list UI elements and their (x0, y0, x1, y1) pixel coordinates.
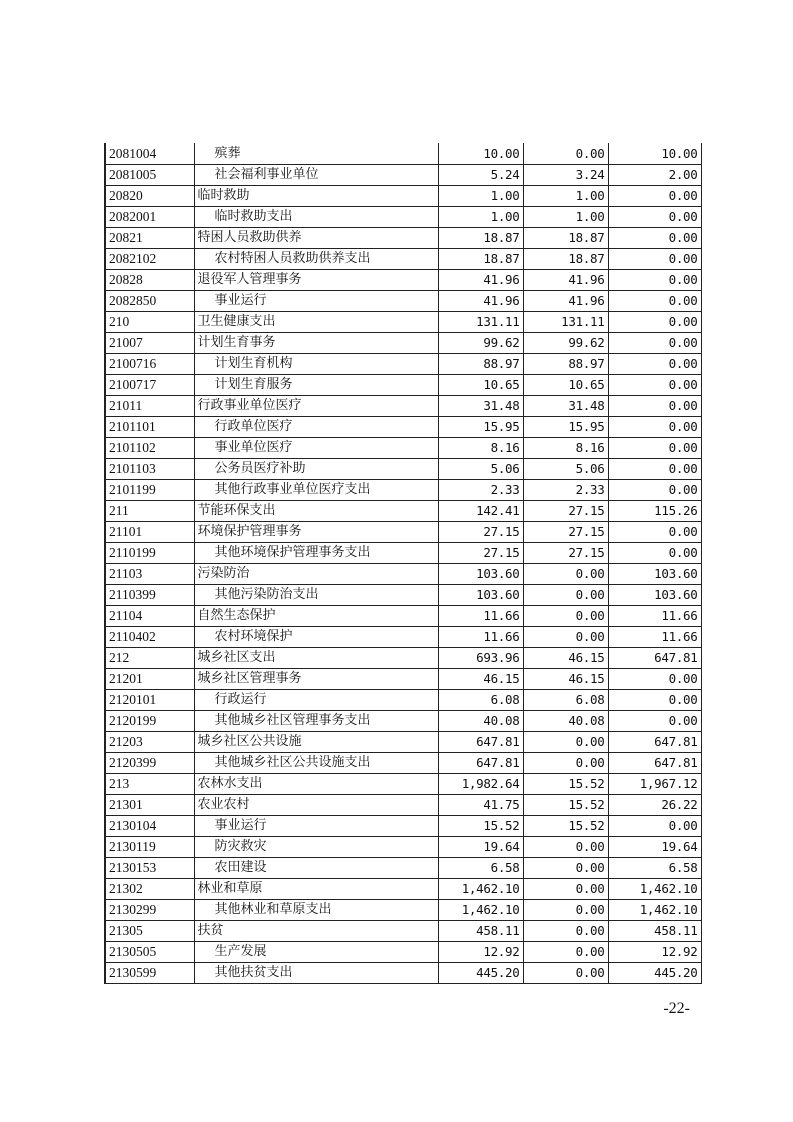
total-amount: 41.75 (438, 794, 523, 815)
project-expenditure: 445.20 (608, 962, 701, 983)
subject-code: 212 (105, 647, 194, 668)
table-row (105, 899, 701, 920)
total-amount: 40.08 (438, 710, 523, 731)
basic-expenditure: 27.15 (523, 542, 608, 563)
total-amount: 5.06 (438, 458, 523, 479)
table-row (105, 668, 701, 689)
table-row (105, 479, 701, 500)
project-expenditure: 103.60 (608, 584, 701, 605)
total-amount: 693.96 (438, 647, 523, 668)
basic-expenditure: 3.24 (523, 164, 608, 185)
subject-name: 行政单位医疗 (194, 416, 438, 437)
table-row (105, 437, 701, 458)
table-row (105, 332, 701, 353)
total-amount: 458.11 (438, 920, 523, 941)
table-row (105, 689, 701, 710)
subject-name: 林业和草原 (194, 878, 438, 899)
subject-code: 2081005 (105, 164, 194, 185)
subject-name: 农田建设 (194, 857, 438, 878)
total-amount: 1,462.10 (438, 878, 523, 899)
subject-code: 2101103 (105, 458, 194, 479)
total-amount: 6.58 (438, 857, 523, 878)
project-expenditure: 0.00 (608, 710, 701, 731)
table-row (105, 731, 701, 752)
table-row (105, 836, 701, 857)
subject-code: 2101101 (105, 416, 194, 437)
total-amount: 27.15 (438, 521, 523, 542)
table-row (105, 458, 701, 479)
subject-code: 2130104 (105, 815, 194, 836)
basic-expenditure: 0.00 (523, 836, 608, 857)
table-row (105, 500, 701, 521)
subject-name: 退役军人管理事务 (194, 269, 438, 290)
subject-name: 特困人员救助供养 (194, 227, 438, 248)
subject-code: 2082001 (105, 206, 194, 227)
table-row (105, 290, 701, 311)
basic-expenditure: 46.15 (523, 647, 608, 668)
project-expenditure: 0.00 (608, 395, 701, 416)
basic-expenditure: 41.96 (523, 290, 608, 311)
basic-expenditure: 15.52 (523, 815, 608, 836)
project-expenditure: 0.00 (608, 353, 701, 374)
basic-expenditure: 1.00 (523, 185, 608, 206)
subject-code: 2082850 (105, 290, 194, 311)
basic-expenditure: 0.00 (523, 878, 608, 899)
subject-code: 21305 (105, 920, 194, 941)
total-amount: 103.60 (438, 584, 523, 605)
subject-name: 生产发展 (194, 941, 438, 962)
subject-name: 其他城乡社区公共设施支出 (194, 752, 438, 773)
subject-code: 2120199 (105, 710, 194, 731)
total-amount: 647.81 (438, 731, 523, 752)
total-amount: 19.64 (438, 836, 523, 857)
project-expenditure: 0.00 (608, 521, 701, 542)
project-expenditure: 115.26 (608, 500, 701, 521)
subject-name: 其他扶贫支出 (194, 962, 438, 983)
project-expenditure: 647.81 (608, 752, 701, 773)
project-expenditure: 0.00 (608, 227, 701, 248)
page-number: -22- (663, 1000, 690, 1017)
basic-expenditure: 41.96 (523, 269, 608, 290)
project-expenditure: 458.11 (608, 920, 701, 941)
total-amount: 445.20 (438, 962, 523, 983)
subject-name: 自然生态保护 (194, 605, 438, 626)
project-expenditure: 0.00 (608, 689, 701, 710)
subject-code: 2130299 (105, 899, 194, 920)
table-row (105, 542, 701, 563)
subject-name: 农村特困人员救助供养支出 (194, 248, 438, 269)
basic-expenditure: 0.00 (523, 752, 608, 773)
subject-code: 2110399 (105, 584, 194, 605)
basic-expenditure: 0.00 (523, 941, 608, 962)
subject-name: 殡葬 (194, 143, 438, 164)
subject-name: 卫生健康支出 (194, 311, 438, 332)
basic-expenditure: 0.00 (523, 626, 608, 647)
project-expenditure: 19.64 (608, 836, 701, 857)
subject-code: 20820 (105, 185, 194, 206)
table-row (105, 857, 701, 878)
table-row (105, 773, 701, 794)
basic-expenditure: 0.00 (523, 605, 608, 626)
basic-expenditure: 46.15 (523, 668, 608, 689)
basic-expenditure: 18.87 (523, 227, 608, 248)
table-row (105, 374, 701, 395)
total-amount: 647.81 (438, 752, 523, 773)
subject-code: 21104 (105, 605, 194, 626)
subject-code: 2130505 (105, 941, 194, 962)
subject-name: 其他污染防治支出 (194, 584, 438, 605)
basic-expenditure: 27.15 (523, 521, 608, 542)
subject-code: 21203 (105, 731, 194, 752)
basic-expenditure: 0.00 (523, 962, 608, 983)
basic-expenditure: 5.06 (523, 458, 608, 479)
project-expenditure: 0.00 (608, 437, 701, 458)
subject-code: 21201 (105, 668, 194, 689)
total-amount: 103.60 (438, 563, 523, 584)
basic-expenditure: 27.15 (523, 500, 608, 521)
table-row (105, 584, 701, 605)
subject-name: 农村环境保护 (194, 626, 438, 647)
project-expenditure: 0.00 (608, 479, 701, 500)
subject-name: 城乡社区管理事务 (194, 668, 438, 689)
project-expenditure: 0.00 (608, 668, 701, 689)
subject-name: 其他林业和草原支出 (194, 899, 438, 920)
project-expenditure: 0.00 (608, 374, 701, 395)
subject-name: 事业运行 (194, 290, 438, 311)
table-row (105, 353, 701, 374)
subject-name: 其他环境保护管理事务支出 (194, 542, 438, 563)
subject-name: 社会福利事业单位 (194, 164, 438, 185)
project-expenditure: 647.81 (608, 647, 701, 668)
subject-code: 2120399 (105, 752, 194, 773)
table-row (105, 248, 701, 269)
project-expenditure: 26.22 (608, 794, 701, 815)
subject-code: 20828 (105, 269, 194, 290)
subject-name: 事业运行 (194, 815, 438, 836)
project-expenditure: 0.00 (608, 815, 701, 836)
table-row (105, 185, 701, 206)
project-expenditure: 1,967.12 (608, 773, 701, 794)
subject-code: 2081004 (105, 143, 194, 164)
subject-code: 2110199 (105, 542, 194, 563)
total-amount: 10.65 (438, 374, 523, 395)
total-amount: 31.48 (438, 395, 523, 416)
subject-code: 2130153 (105, 857, 194, 878)
project-expenditure: 1,462.10 (608, 878, 701, 899)
basic-expenditure: 0.00 (523, 584, 608, 605)
basic-expenditure: 1.00 (523, 206, 608, 227)
project-expenditure: 0.00 (608, 269, 701, 290)
subject-code: 211 (105, 500, 194, 521)
table-row (105, 605, 701, 626)
subject-name: 防灾救灾 (194, 836, 438, 857)
total-amount: 15.52 (438, 815, 523, 836)
subject-name: 计划生育服务 (194, 374, 438, 395)
table-row (105, 269, 701, 290)
subject-name: 污染防治 (194, 563, 438, 584)
subject-name: 农林水支出 (194, 773, 438, 794)
subject-code: 20821 (105, 227, 194, 248)
table-row (105, 920, 701, 941)
subject-name: 临时救助 (194, 185, 438, 206)
basic-expenditure: 131.11 (523, 311, 608, 332)
subject-name: 城乡社区支出 (194, 647, 438, 668)
project-expenditure: 12.92 (608, 941, 701, 962)
basic-expenditure: 99.62 (523, 332, 608, 353)
subject-code: 2130599 (105, 962, 194, 983)
table-row (105, 395, 701, 416)
table-row (105, 962, 701, 983)
total-amount: 5.24 (438, 164, 523, 185)
basic-expenditure: 10.65 (523, 374, 608, 395)
total-amount: 99.62 (438, 332, 523, 353)
total-amount: 8.16 (438, 437, 523, 458)
total-amount: 12.92 (438, 941, 523, 962)
subject-name: 城乡社区公共设施 (194, 731, 438, 752)
basic-expenditure: 0.00 (523, 920, 608, 941)
basic-expenditure: 40.08 (523, 710, 608, 731)
table-row (105, 815, 701, 836)
total-amount: 10.00 (438, 143, 523, 164)
basic-expenditure: 0.00 (523, 731, 608, 752)
project-expenditure: 0.00 (608, 458, 701, 479)
subject-name: 行政事业单位医疗 (194, 395, 438, 416)
subject-code: 2100716 (105, 353, 194, 374)
subject-code: 2101102 (105, 437, 194, 458)
project-expenditure: 0.00 (608, 542, 701, 563)
table-row (105, 227, 701, 248)
table-row (105, 647, 701, 668)
subject-code: 2101199 (105, 479, 194, 500)
total-amount: 46.15 (438, 668, 523, 689)
subject-name: 其他行政事业单位医疗支出 (194, 479, 438, 500)
total-amount: 18.87 (438, 248, 523, 269)
project-expenditure: 2.00 (608, 164, 701, 185)
project-expenditure: 0.00 (608, 206, 701, 227)
project-expenditure: 647.81 (608, 731, 701, 752)
project-expenditure: 0.00 (608, 416, 701, 437)
basic-expenditure: 0.00 (523, 143, 608, 164)
table-row (105, 794, 701, 815)
subject-name: 其他城乡社区管理事务支出 (194, 710, 438, 731)
project-expenditure: 6.58 (608, 857, 701, 878)
subject-code: 21007 (105, 332, 194, 353)
subject-code: 21011 (105, 395, 194, 416)
total-amount: 142.41 (438, 500, 523, 521)
basic-expenditure: 0.00 (523, 899, 608, 920)
subject-name: 扶贫 (194, 920, 438, 941)
project-expenditure: 0.00 (608, 332, 701, 353)
subject-name: 事业单位医疗 (194, 437, 438, 458)
project-expenditure: 0.00 (608, 248, 701, 269)
total-amount: 41.96 (438, 290, 523, 311)
project-expenditure: 103.60 (608, 563, 701, 584)
total-amount: 2.33 (438, 479, 523, 500)
total-amount: 11.66 (438, 626, 523, 647)
table-row (105, 416, 701, 437)
table-row (105, 563, 701, 584)
table-row (105, 752, 701, 773)
project-expenditure: 1,462.10 (608, 899, 701, 920)
subject-code: 21103 (105, 563, 194, 584)
project-expenditure: 0.00 (608, 290, 701, 311)
table-row (105, 941, 701, 962)
table-row (105, 521, 701, 542)
basic-expenditure: 0.00 (523, 857, 608, 878)
subject-name: 公务员医疗补助 (194, 458, 438, 479)
subject-name: 计划生育事务 (194, 332, 438, 353)
table-row (105, 206, 701, 227)
subject-code: 2130119 (105, 836, 194, 857)
subject-name: 计划生育机构 (194, 353, 438, 374)
total-amount: 11.66 (438, 605, 523, 626)
subject-code: 213 (105, 773, 194, 794)
table-row (105, 164, 701, 185)
subject-name: 环境保护管理事务 (194, 521, 438, 542)
total-amount: 18.87 (438, 227, 523, 248)
basic-expenditure: 15.52 (523, 794, 608, 815)
total-amount: 15.95 (438, 416, 523, 437)
basic-expenditure: 88.97 (523, 353, 608, 374)
table-row (105, 878, 701, 899)
subject-code: 2100717 (105, 374, 194, 395)
total-amount: 131.11 (438, 311, 523, 332)
table-row (105, 626, 701, 647)
subject-code: 21101 (105, 521, 194, 542)
project-expenditure: 11.66 (608, 626, 701, 647)
basic-expenditure: 18.87 (523, 248, 608, 269)
basic-expenditure: 8.16 (523, 437, 608, 458)
subject-code: 2120101 (105, 689, 194, 710)
project-expenditure: 11.66 (608, 605, 701, 626)
table-row (105, 710, 701, 731)
budget-table (104, 143, 702, 984)
subject-code: 2082102 (105, 248, 194, 269)
total-amount: 41.96 (438, 269, 523, 290)
total-amount: 1.00 (438, 185, 523, 206)
basic-expenditure: 2.33 (523, 479, 608, 500)
total-amount: 88.97 (438, 353, 523, 374)
table-row (105, 143, 701, 164)
project-expenditure: 0.00 (608, 185, 701, 206)
subject-name: 临时救助支出 (194, 206, 438, 227)
subject-name: 节能环保支出 (194, 500, 438, 521)
subject-code: 210 (105, 311, 194, 332)
subject-code: 2110402 (105, 626, 194, 647)
basic-expenditure: 31.48 (523, 395, 608, 416)
project-expenditure: 10.00 (608, 143, 701, 164)
total-amount: 1,462.10 (438, 899, 523, 920)
basic-expenditure: 15.52 (523, 773, 608, 794)
basic-expenditure: 6.08 (523, 689, 608, 710)
subject-name: 行政运行 (194, 689, 438, 710)
subject-code: 21302 (105, 878, 194, 899)
total-amount: 6.08 (438, 689, 523, 710)
basic-expenditure: 0.00 (523, 563, 608, 584)
basic-expenditure: 15.95 (523, 416, 608, 437)
total-amount: 27.15 (438, 542, 523, 563)
total-amount: 1,982.64 (438, 773, 523, 794)
subject-name: 农业农村 (194, 794, 438, 815)
project-expenditure: 0.00 (608, 311, 701, 332)
subject-code: 21301 (105, 794, 194, 815)
table-row (105, 311, 701, 332)
total-amount: 1.00 (438, 206, 523, 227)
